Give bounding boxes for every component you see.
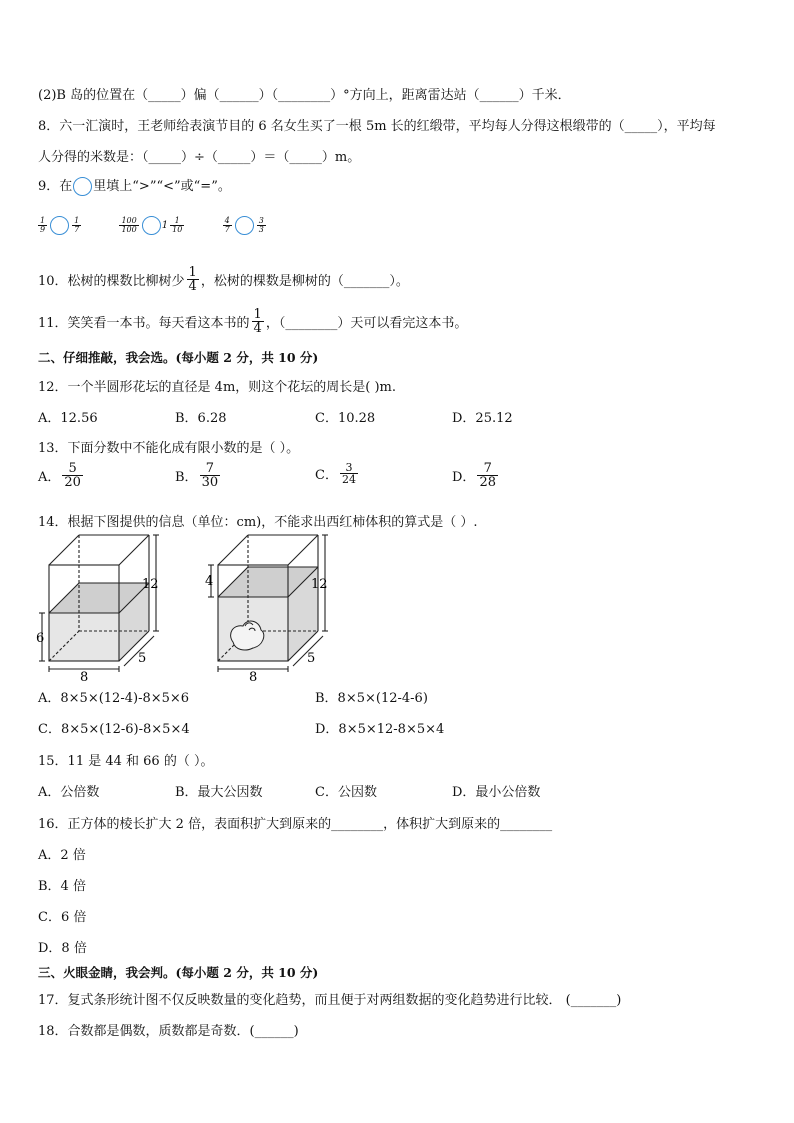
q15-option-b[interactable]: B．最大公因数 — [175, 785, 263, 800]
q13-option-b[interactable]: B． $\frac{7}{30}$ — [175, 461, 219, 490]
q14-option-d[interactable]: D．8×5×12-8×5×4 — [315, 722, 445, 737]
compare-circle-icon — [73, 177, 92, 196]
fig1-water-label: 6 — [36, 631, 45, 646]
question-9-prefix: 9．在 — [38, 179, 73, 194]
q14-option-b[interactable]: B．8×5×(12-4-6) — [315, 691, 428, 706]
question-13-stem: 13．下面分数中不能化成有限小数的是（ ）。 — [38, 441, 300, 456]
fig2-width-label: 5 — [307, 651, 316, 666]
question-11: 11．笑笑看一本书。每天看这本书的 $\frac{1}{4}$ ，（________）天可以看完这本书。 — [38, 307, 468, 336]
fig1-height-label: 12 — [142, 577, 159, 592]
fig2-gap-label: 4 — [205, 574, 214, 589]
figure-2-container-diagram — [203, 530, 338, 682]
q13-option-d[interactable]: D． $\frac{7}{28}$ — [452, 461, 496, 490]
question-9 — [38, 175, 231, 196]
figure-1-container-diagram — [34, 530, 164, 682]
q14-option-c[interactable]: C．8×5×(12-6)-8×5×4 — [38, 722, 190, 737]
q16-option-c[interactable]: C．6 倍 — [38, 910, 87, 925]
q15-option-c[interactable]: C．公因数 — [315, 785, 377, 800]
question-7-part-2: (2)B 岛的位置在（_____）偏（______）（________）°方向上，距离雷达站（______）千米． — [38, 88, 571, 103]
compare-pair-3: $\frac{4}{7}$ $\frac{3}{3}$ — [224, 216, 264, 234]
section-2-heading: 二、仔细推敲，我会选。(每小题 2 分，共 10 分) — [38, 350, 319, 365]
q13-option-c[interactable]: C． $\frac{3}{24}$ — [315, 461, 356, 486]
compare-circle-icon[interactable] — [142, 216, 161, 235]
q16-option-b[interactable]: B．4 倍 — [38, 879, 86, 894]
q12-option-b[interactable]: B．6.28 — [175, 411, 227, 426]
q13-option-a[interactable]: A． $\frac{5}{20}$ — [38, 461, 81, 490]
question-16-stem: 16．正方体的棱长扩大 2 倍，表面积扩大到原来的________，体积扩大到原来的________ — [38, 817, 553, 832]
fig1-length-label: 8 — [80, 670, 89, 682]
fig1-width-label: 5 — [138, 651, 147, 666]
section-3-heading: 三、火眼金睛，我会判。(每小题 2 分，共 10 分) — [38, 965, 319, 980]
q15-option-d[interactable]: D．最小公倍数 — [452, 785, 541, 800]
q16-option-a[interactable]: A．2 倍 — [38, 848, 86, 863]
q12-option-c[interactable]: C．10.28 — [315, 411, 376, 426]
compare-circle-icon[interactable] — [235, 216, 254, 235]
question-8-line-2: 人分得的米数是：（_____）÷（_____）＝（_____）m。 — [38, 150, 361, 165]
question-9-pairs — [36, 216, 268, 235]
question-14-stem: 14．根据下图提供的信息（单位：cm)，不能求出西红柿体积的算式是（ ）. — [38, 515, 478, 530]
q14-option-a[interactable]: A．8×5×(12-4)-8×5×6 — [38, 691, 190, 706]
q16-option-d[interactable]: D．8 倍 — [38, 941, 87, 956]
question-15-stem: 15．11 是 44 和 66 的（ ）。 — [38, 754, 214, 769]
question-9-suffix: 里填上“>”“<”或“=”。 — [93, 179, 231, 194]
compare-pair-1: $\frac{1}{9}$ $\frac{1}{7}$ — [40, 216, 80, 234]
q12-option-d[interactable]: D．25.12 — [452, 411, 513, 426]
question-10: 10．松树的棵数比柳树少 $\frac{1}{4}$ ，松树的棵数是柳树的（_______）。 — [38, 265, 409, 294]
q12-option-a[interactable]: A．12.56 — [38, 411, 98, 426]
question-18: 18．合数都是偶数，质数都是奇数．(______) — [38, 1024, 299, 1039]
compare-circle-icon[interactable] — [50, 216, 69, 235]
fig2-length-label: 8 — [249, 670, 258, 682]
compare-pair-2: $\frac{100}{100}$ 1 $\frac{1}{10}$ — [121, 216, 183, 234]
question-8-line-1: 8．六一汇演时，王老师给表演节目的 6 名女生买了一根 5m 长的红缎带，平均每人分得这根缎带的（_____），平均每 — [38, 119, 716, 134]
question-17: 17．复式条形统计图不仅反映数量的变化趋势，而且便于对两组数据的变化趋势进行比较． (_______) — [38, 993, 622, 1008]
q15-option-a[interactable]: A．公倍数 — [38, 785, 100, 800]
question-12-stem: 12．一个半圆形花坛的直径是 4m，则这个花坛的周长是( )m. — [38, 380, 397, 395]
fig2-height-label: 12 — [311, 577, 328, 592]
